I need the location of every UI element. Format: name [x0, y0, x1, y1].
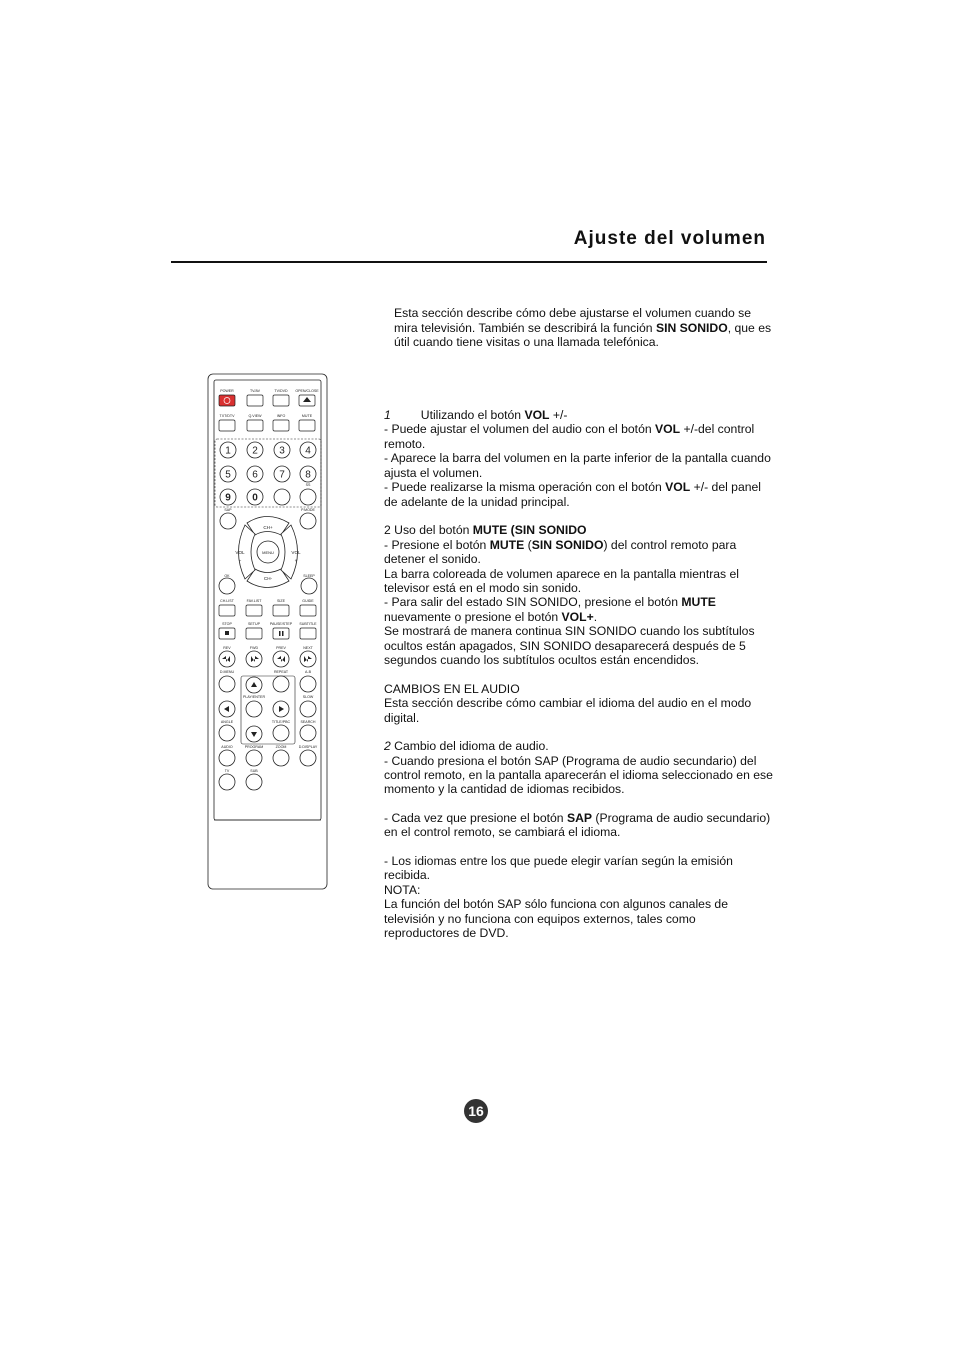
s2-l3e: .: [593, 609, 598, 624]
label-dmenu: D.MENU: [219, 670, 235, 674]
label-pausestep: PAUSE/STEP: [269, 622, 293, 626]
section1-title-bold: VOL: [524, 408, 550, 422]
tv-button: [219, 774, 235, 790]
zoom-button: [273, 750, 289, 766]
audio-button: [219, 750, 235, 766]
mute-button: [299, 420, 315, 431]
power-button: [219, 395, 235, 406]
digit-label-6: 6: [252, 469, 258, 481]
digit-label-4: 4: [305, 445, 311, 457]
dmenu-button: [219, 676, 235, 692]
section3-line-1: - Cuando presiona el botón SAP (Programa de audio secundario) del control remoto, en la pantalla aparecerán el idioma seleccionado en ese momento y la cantidad de idiomas recibidos.: [384, 753, 773, 797]
section2-line-2: La barra coloreada de volumen aparece en la pantalla mientras el televisor está en el modo sin sonido.: [384, 566, 740, 595]
subtitle-button: [300, 628, 316, 639]
section1-line-2: - Aparece la barra del volumen en la parte inferior de la pantalla cuando ajusta el volumen.: [384, 451, 771, 480]
section1-line-3: [384, 480, 774, 509]
section3-heading: CAMBIOS EN EL AUDIO: [384, 681, 520, 696]
digit-label-9: 9: [225, 492, 231, 504]
tvdvd-button: [273, 395, 289, 406]
digit-label-2: 2: [252, 445, 258, 457]
label-favlist: FAV.LIST: [246, 599, 262, 603]
angle-button: [219, 725, 235, 741]
title-divider: [171, 261, 767, 263]
label-qview: Q.VIEW: [248, 414, 262, 418]
label-zoom: ZOOM: [275, 745, 287, 749]
s3-l2c: (Programa de audio secundario) en el control remoto, se cambiará el idioma.: [384, 810, 771, 840]
section1-title-text: Utilizando el botón: [420, 408, 525, 422]
label-txtdtv: TXT/DTV: [219, 414, 235, 418]
label-tvav: TV/AV: [249, 389, 261, 393]
s2-l1d: SIN SONIDO: [531, 537, 604, 552]
label-next: NEXT: [303, 646, 313, 650]
digit-label-1: 1: [225, 445, 231, 457]
s2-l3b: MUTE: [681, 595, 716, 610]
label-vol-left: VOL: [235, 550, 245, 555]
s2-title-text: 2 Uso del botón: [384, 523, 473, 538]
s2-l3c: nuevamente o presione el botón: [384, 609, 562, 624]
label-vol-minus: −: [238, 558, 242, 563]
instructions-column: [384, 408, 774, 941]
label-slow: SLOW: [302, 695, 314, 699]
section1-number: 1: [384, 408, 391, 422]
pausestep-button: [273, 628, 289, 639]
intro-text-2: , que es útil cuando tiene visitas o una llamada telefónica.: [394, 320, 772, 350]
section1-title-suffix: +/-: [549, 408, 568, 422]
digit-label-7: 7: [279, 469, 285, 481]
section3-sub-title: Cambio del idioma de audio.: [390, 739, 549, 754]
label-tv: TV: [224, 769, 230, 773]
intro-bold: SIN SONIDO: [655, 320, 728, 335]
s2-l1b: MUTE: [489, 537, 525, 552]
section3-line-3: - Los idiomas entre los que puede elegir varían según la emisión recibida.: [384, 853, 733, 883]
s1-l1a: - Puede ajustar el volumen del audio con el botón: [384, 422, 656, 437]
label-ddisplay: D.DISPLAY: [298, 745, 318, 749]
program-button: [246, 750, 262, 766]
nota-label: NOTA:: [384, 882, 421, 897]
s3-l2b: SAP: [566, 810, 592, 825]
setup-button: [246, 628, 262, 639]
sub-button: [246, 774, 262, 790]
label-tvdvd: TV/DVD: [274, 389, 288, 393]
s1-l1c: +/-del control remoto.: [384, 422, 755, 451]
nota-text: La función del botón SAP sólo funciona con algunos canales de televisión y no funciona con equipos externos, tales como reproductores de DVD.: [384, 897, 728, 941]
label-chlist: CH.LIST: [220, 599, 234, 603]
section3-description: Esta sección describe cómo cambiar el idioma del audio en el modo digital.: [384, 696, 752, 725]
section1-line-1: [384, 422, 774, 451]
label-sub: SUB: [250, 769, 258, 773]
page-number: 16: [464, 1099, 488, 1123]
label-vol-right: VOL: [291, 550, 301, 555]
label-search: SEARCH: [300, 720, 316, 724]
section3-line-2: [384, 811, 774, 840]
label-prev: PREV: [276, 646, 286, 650]
section3-subtitle: [384, 739, 774, 753]
s2-title-bold: MUTE (SIN SONIDO: [472, 523, 587, 538]
label-power: POWER: [220, 389, 234, 393]
pmode-button: [300, 513, 316, 529]
s1-l3a: - Puede realizarse la misma operación con el botón: [384, 480, 666, 495]
rev-button: [219, 651, 235, 667]
ddisplay-button: [300, 750, 316, 766]
extra-button-a: [274, 489, 290, 505]
section2-title: [384, 523, 774, 537]
page-title: Ajuste del volumen: [573, 228, 766, 249]
s2-l3a: - Para salir del estado SIN SONIDO, presione el botón: [384, 595, 682, 610]
digit-label-0: 0: [252, 492, 258, 504]
label-program: PROGRAM: [244, 745, 264, 749]
label-angle: ANGLE: [220, 720, 234, 724]
size-button: [273, 605, 289, 616]
intro-text-1: Esta sección describe cómo debe ajustarse el volumen cuando se mira televisión. También se describirá la función: [394, 306, 752, 335]
section3-sub-number: 2: [384, 739, 391, 754]
chlist-button: [219, 605, 235, 616]
extra-button-b: [300, 489, 316, 505]
ab-button: [300, 676, 316, 692]
label-vol-plus: +: [294, 558, 298, 563]
section2-line-4: Se mostrará de manera continua SIN SONIDO cuando los subtítulos ocultos están apagados, SIN SONIDO desaparecerá después de 5 segundos cuando los subtítulos ocultos están encendidos.: [384, 624, 755, 668]
sap-button: [220, 513, 236, 529]
label-setup: SETUP: [248, 622, 260, 626]
label-size: SIZE: [277, 599, 285, 603]
guide-button: [300, 605, 316, 616]
ok-button: [219, 578, 235, 594]
play-button: [246, 701, 262, 717]
label-subtitle: SUBTITLE: [299, 622, 317, 626]
label-ch-down: CH-: [263, 576, 273, 581]
stop-icon: [225, 631, 229, 635]
slow-button: [300, 701, 316, 717]
label-mute: MUTE: [301, 414, 313, 418]
s2-l1c: (: [524, 537, 532, 552]
favlist-button: [246, 605, 262, 616]
section2-line-1: [384, 538, 774, 567]
repeat-button: [273, 676, 289, 692]
label-ok: OK: [224, 574, 230, 578]
s1-l3b: VOL: [665, 480, 691, 495]
label-ab: A-B: [305, 670, 311, 674]
remote-control-illustration: [205, 372, 330, 892]
digit-label-3: 3: [279, 445, 285, 457]
label-repeat: REPEAT: [273, 670, 289, 674]
label-playenter: PLAY/ENTER: [242, 695, 266, 699]
info-button: [273, 420, 289, 431]
intro-paragraph: [394, 306, 774, 350]
s3-l2a: - Cada vez que presione el botón: [384, 810, 567, 825]
label-rev: REV: [223, 646, 231, 650]
s2-l1a: - Presione el botón: [384, 537, 490, 552]
tvav-button: [247, 395, 263, 406]
label-titlepbc: TITLE/PBC: [271, 720, 291, 724]
s1-l1b: VOL: [655, 422, 681, 437]
label-audio: AUDIO: [221, 745, 233, 749]
txtdtv-button: [219, 420, 235, 431]
label-fwd: FWD: [249, 646, 259, 650]
s1-l3c: +/- del panel de adelante de la unidad principal.: [384, 480, 762, 509]
label-stop: STOP: [222, 622, 232, 626]
titlepbc-button: [273, 725, 289, 741]
s2-l3d: VOL+: [561, 609, 594, 624]
digit-label-5: 5: [225, 469, 231, 481]
sleep-button: [301, 578, 317, 594]
section1-title: [384, 408, 774, 422]
digit-label-8: 8: [305, 469, 311, 481]
section2-line-3: [384, 595, 774, 624]
label-info: INFO: [276, 414, 286, 418]
label-ss: SS: [305, 483, 311, 487]
label-sleep: SLEEP: [303, 574, 315, 578]
label-openclose: OPEN/CLOSE: [295, 389, 319, 393]
label-pmode: P.MODE: [301, 508, 315, 512]
s2-l1e: ) del control remoto para detener el sonido.: [384, 537, 737, 567]
label-menu: MENU: [262, 550, 274, 555]
qview-button: [247, 420, 263, 431]
label-sap: SAP: [224, 508, 232, 512]
search-button: [300, 725, 316, 741]
fwd-button: [246, 651, 262, 667]
label-guide: GUIDE: [302, 599, 314, 603]
label-ch-up: CH+: [263, 525, 273, 530]
